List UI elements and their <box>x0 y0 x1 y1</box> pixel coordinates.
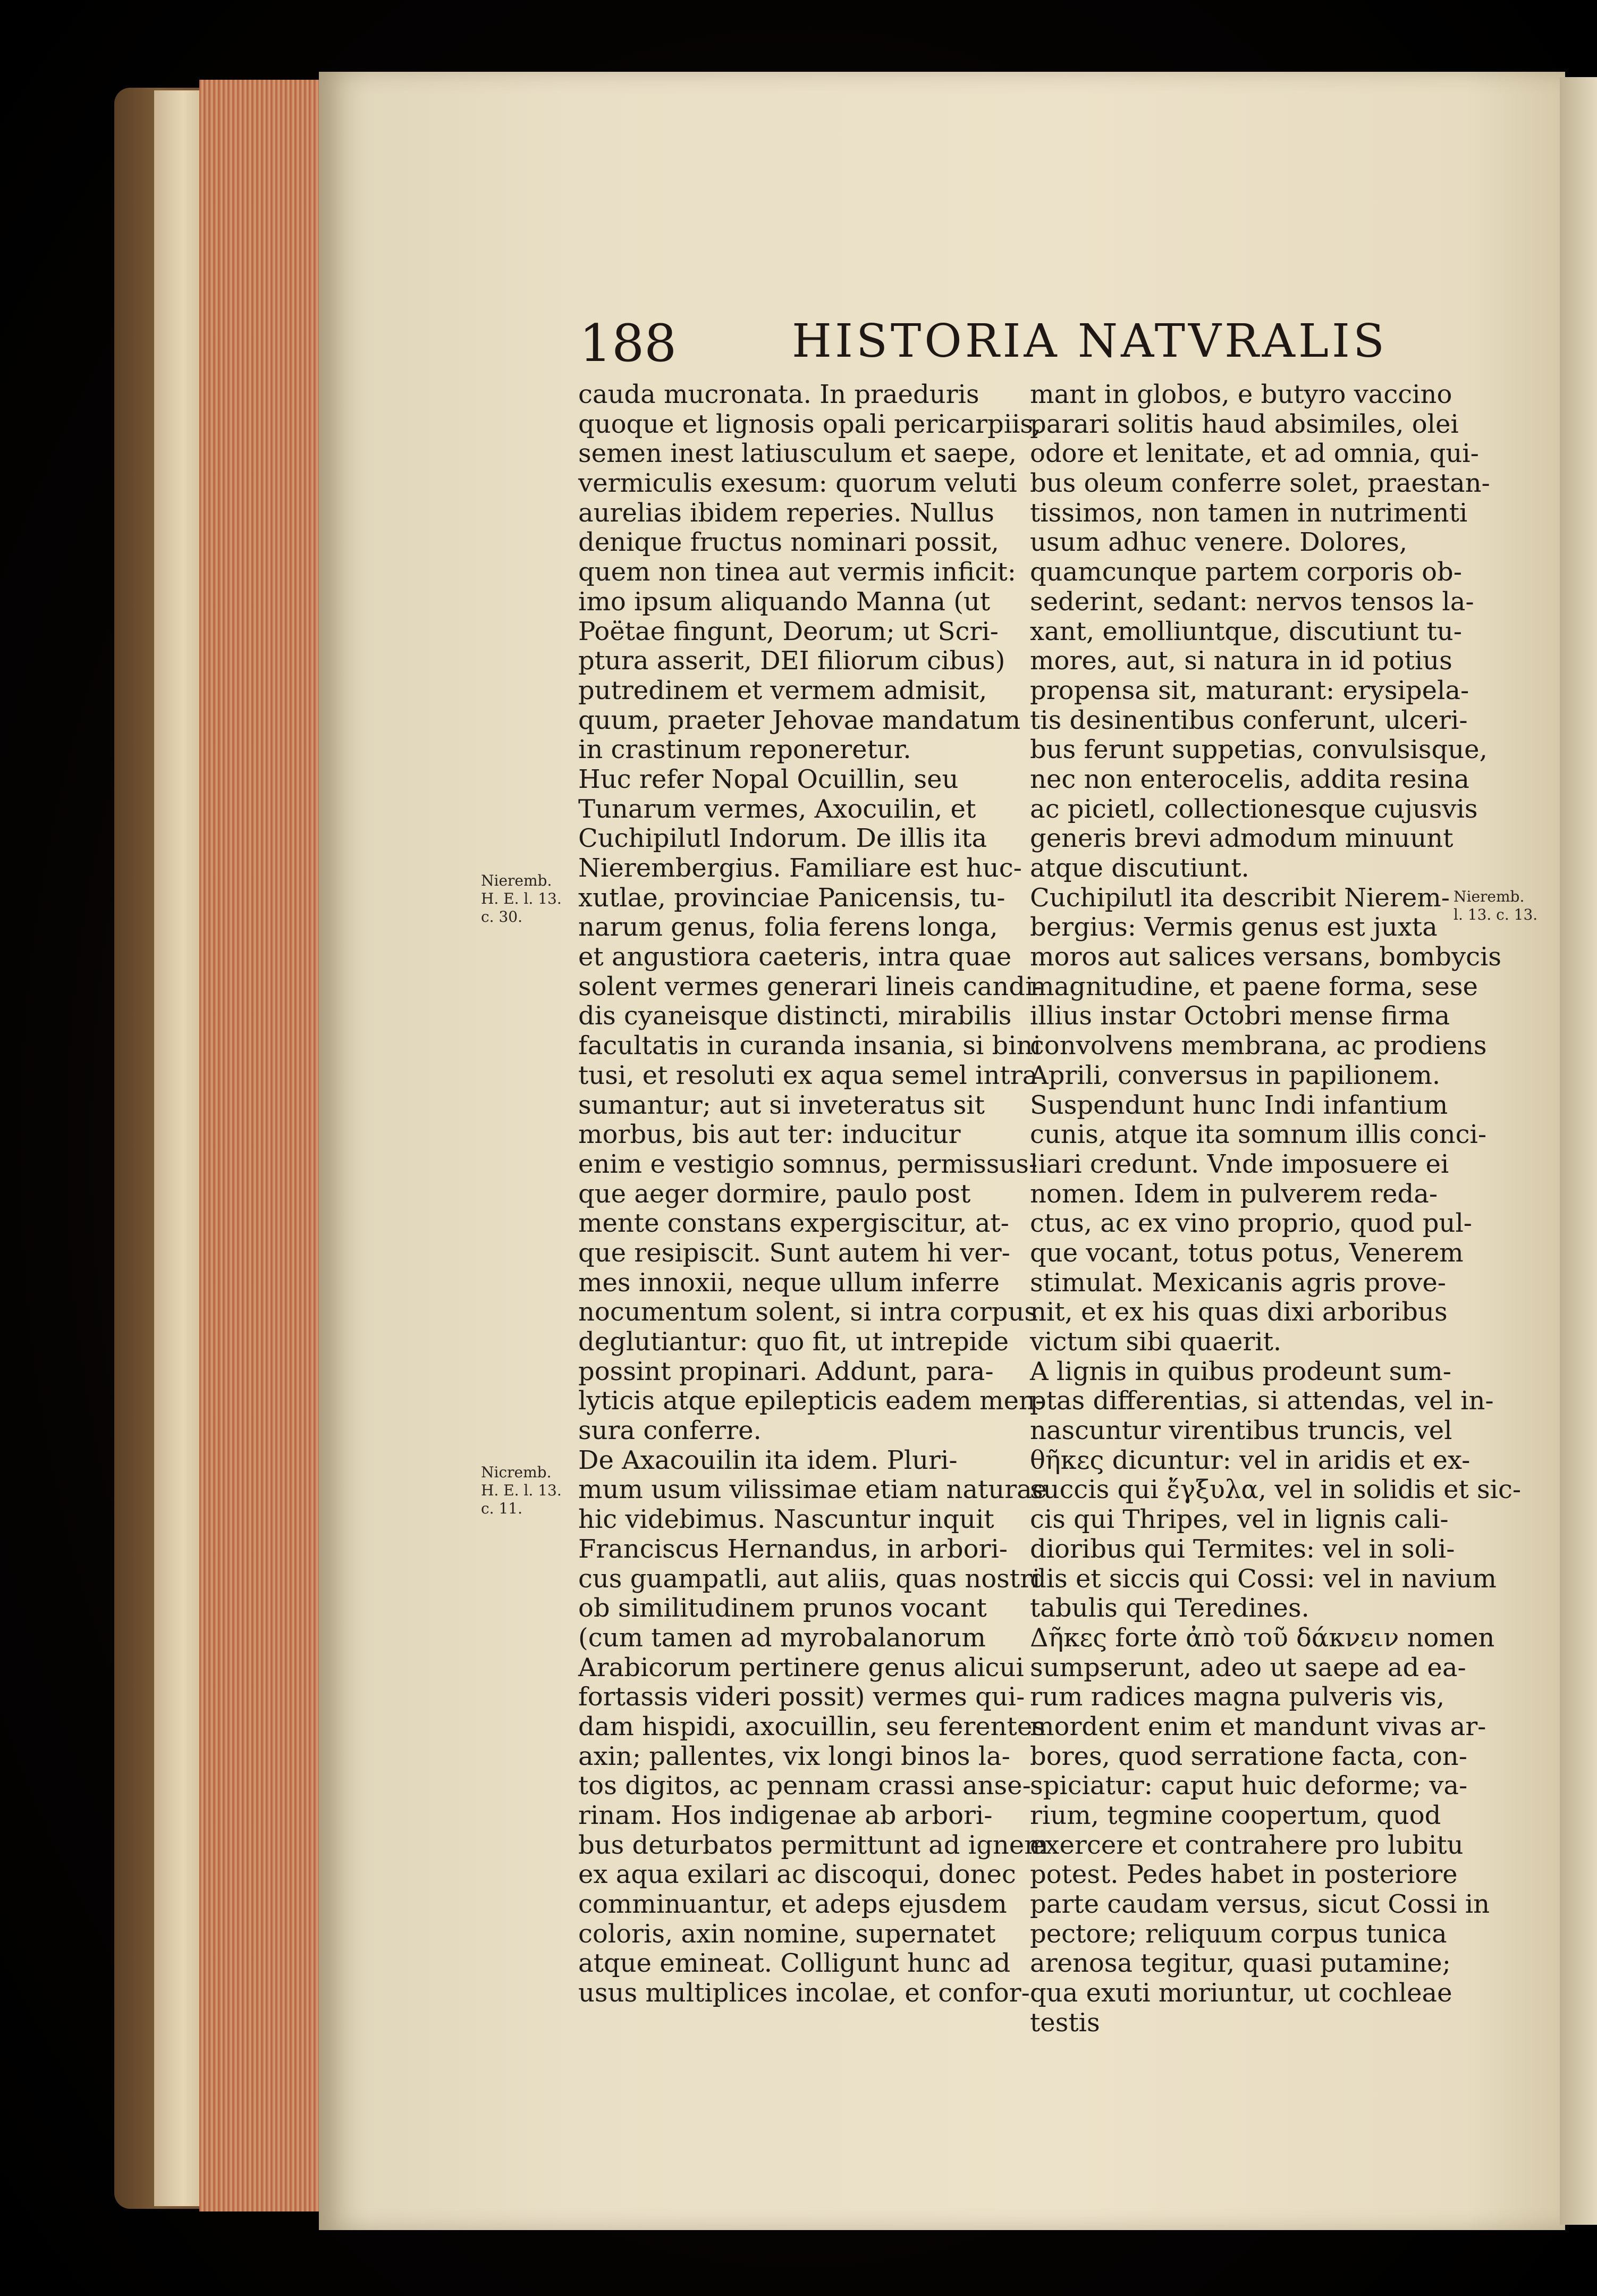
text-line: bus deturbatos permittunt ad ignem <box>578 1830 1049 1860</box>
text-line: moros aut salices versans, bombycis <box>1030 942 1501 972</box>
text-line: facultatis in curanda insania, si bini <box>578 1031 1041 1061</box>
text-line: generis brevi admodum minuunt <box>1030 823 1454 854</box>
text-line: mum usum vilissimae etiam naturae <box>578 1475 1047 1505</box>
text-line: comminuantur, et adeps ejusdem <box>578 1889 1007 1920</box>
text-line: H. E. l. 13. <box>481 890 562 907</box>
text-line: ptura asserit, DEI filiorum cibus) <box>578 646 1005 676</box>
text-line: quum, praeter Jehovae mandatum <box>578 705 1021 735</box>
text-line: narum genus, folia ferens longa, <box>578 912 998 943</box>
text-line: tis desinentibus conferunt, ulceri- <box>1030 705 1468 735</box>
text-line: que resipiscit. Sunt autem hi ver- <box>578 1238 1010 1268</box>
text-line: tos digitos, ac pennam crassi anse- <box>578 1771 1031 1801</box>
text-line: quamcunque partem corporis ob- <box>1030 557 1462 587</box>
text-line: mente constans expergiscitur, at- <box>578 1208 1009 1239</box>
text-line: vermiculis exesum: quorum veluti <box>578 468 1017 499</box>
text-line: Poëtae fingunt, Deorum; ut Scri- <box>578 616 999 646</box>
text-line: bergius: Vermis genus est juxta <box>1030 912 1438 943</box>
text-line: deglutiantur: quo fit, ut intrepide <box>578 1327 1009 1357</box>
text-line: dis et siccis qui Cossi: vel in navium <box>1030 1563 1497 1594</box>
text-line: c. 30. <box>481 908 523 926</box>
text-line: mordent enim et mandunt vivas ar- <box>1030 1711 1486 1742</box>
text-line: succis qui ἔγξυλα, vel in solidis et sic- <box>1030 1475 1522 1505</box>
text-line: Nicremb. <box>481 1464 552 1481</box>
text-line: potest. Pedes habet in posteriore <box>1030 1860 1458 1890</box>
text-line: (cum tamen ad myrobalanorum <box>578 1622 986 1653</box>
text-line: que aeger dormire, paulo post <box>578 1179 971 1209</box>
text-line: cus guampatli, aut aliis, quas nostri <box>578 1563 1041 1594</box>
text-line: lyticis atque epilepticis eadem men- <box>578 1386 1044 1416</box>
text-line: axin; pallentes, vix longi binos la- <box>578 1741 1010 1771</box>
text-line: Nierembergius. Familiare est huc- <box>578 853 1022 883</box>
text-line: Cuchipilutl ita describit Nierem- <box>1030 882 1450 913</box>
text-line: Cuchipilutl Indorum. De illis ita <box>578 823 987 854</box>
text-line: spiciatur: caput huic deforme; va- <box>1030 1771 1468 1801</box>
left-text-column <box>578 380 1049 2008</box>
margin-note-left-1 <box>481 872 562 926</box>
text-line: convolvens membrana, ac prodiens <box>1030 1031 1487 1061</box>
text-line: Huc refer Nopal Ocuillin, seu <box>578 764 959 794</box>
text-line: De Axacouilin ita idem. Pluri- <box>578 1445 958 1475</box>
book-board <box>154 90 202 2206</box>
text-line: parte caudam versus, sicut Cossi in <box>1030 1889 1490 1920</box>
text-line: imo ipsum aliquando Manna (ut <box>578 586 991 617</box>
margin-note-left-2 <box>481 1464 562 1518</box>
text-line: nit, et ex his quas dixi arboribus <box>1030 1297 1448 1327</box>
text-line: putredinem et vermem admisit, <box>578 675 987 705</box>
text-line: nocumentum solent, si intra corpus <box>578 1297 1038 1327</box>
text-line: denique fructus nominari possit, <box>578 527 999 558</box>
text-line: sumantur; aut si inveteratus sit <box>578 1090 985 1120</box>
text-line: dioribus qui Termites: vel in soli- <box>1030 1534 1455 1564</box>
text-line: usum adhuc venere. Dolores, <box>1030 527 1408 558</box>
text-line: Tunarum vermes, Axocuilin, et <box>578 794 976 824</box>
text-line: aurelias ibidem reperies. Nullus <box>578 498 994 528</box>
text-line: c. 11. <box>481 1500 523 1517</box>
text-line: Arabicorum pertinere genus alicui <box>578 1652 1024 1683</box>
running-head <box>579 303 1388 377</box>
text-line: possint propinari. Addunt, para- <box>578 1356 994 1386</box>
text-line: quoque et lignosis opali pericarpiis, <box>578 409 1042 439</box>
text-line: rinam. Hos indigenae ab arbori- <box>578 1801 993 1830</box>
text-line: victum sibi quaerit. <box>1030 1327 1282 1357</box>
text-line: dis cyaneisque distincti, mirabilis <box>578 1001 1012 1031</box>
text-line: rium, tegmine coopertum, quod <box>1030 1801 1441 1830</box>
text-line: sederint, sedant: nervos tensos la- <box>1030 586 1474 617</box>
text-line: cis qui Thripes, vel in lignis cali- <box>1030 1504 1449 1535</box>
text-line: l. 13. c. 13. <box>1454 906 1538 923</box>
text-line: atque emineat. Colligunt hunc ad <box>578 1948 1011 1979</box>
text-line: propensa sit, maturant: erysipela- <box>1030 675 1469 705</box>
text-line: fortassis videri possit) vermes qui- <box>578 1682 1025 1712</box>
text-line: ac picietl, collectionesque cujusvis <box>1030 794 1478 824</box>
text-line: xutlae, provinciae Panicensis, tu- <box>578 882 1005 913</box>
text-line: parari solitis haud absimiles, olei <box>1030 409 1459 439</box>
text-line: dam hispidi, axocuillin, seu ferentes <box>578 1711 1045 1742</box>
text-line: tabulis qui Teredines. <box>1030 1593 1309 1624</box>
text-line: tissimos, non tamen in nutrimenti <box>1030 498 1468 528</box>
text-line: H. E. l. 13. <box>481 1482 562 1499</box>
text-line: cunis, atque ita somnum illis conci- <box>1030 1120 1487 1150</box>
text-line: ctus, ac ex vino proprio, quod pul- <box>1030 1208 1473 1239</box>
text-line: coloris, axin nomine, supernatet <box>578 1919 996 1949</box>
text-line: magnitudine, et paene forma, sese <box>1030 971 1478 1002</box>
text-line: ob similitudinem prunos vocant <box>578 1593 987 1624</box>
text-line: semen inest latiusculum et saepe, <box>578 439 1017 469</box>
text-line: sura conferre. <box>578 1416 762 1446</box>
facing-page-edge <box>1560 77 1597 2225</box>
text-line: bores, quod serratione facta, con- <box>1030 1741 1467 1771</box>
text-line: Nieremb. <box>1454 888 1525 905</box>
text-line: et angustiora caeteris, intra quae <box>578 942 1012 972</box>
text-line: sumpserunt, adeo ut saepe ad ea- <box>1030 1652 1466 1683</box>
text-line: nascuntur virentibus truncis, vel <box>1030 1416 1452 1446</box>
text-line: usus multiplices incolae, et confor- <box>578 1978 1030 2008</box>
text-line: θῆκες dicuntur: vel in aridis et ex- <box>1030 1445 1471 1475</box>
text-line: Nieremb. <box>481 872 552 889</box>
text-line: hic videbimus. Nascuntur inquit <box>578 1504 994 1535</box>
text-line: que vocant, totus potus, Venerem <box>1030 1238 1464 1268</box>
text-line: ex aqua exilari ac discoqui, donec <box>578 1860 1016 1890</box>
text-line: qua exuti moriuntur, ut cochleae <box>1030 1978 1452 2008</box>
text-line: cauda mucronata. In praeduris <box>578 380 979 409</box>
text-line: arenosa tegitur, quasi putamine; <box>1030 1948 1451 1979</box>
text-line: A lignis in quibus prodeunt sum- <box>1030 1356 1451 1386</box>
text-line: nec non enterocelis, addita resina <box>1030 764 1469 794</box>
text-line: exercere et contrahere pro lubitu <box>1030 1830 1464 1860</box>
text-line: enim e vestigio somnus, permissus- <box>578 1149 1038 1179</box>
text-line: bus ferunt suppetias, convulsisque, <box>1030 735 1488 765</box>
text-line: ptas differentias, si attendas, vel in- <box>1030 1386 1494 1416</box>
text-line: testis <box>1030 2007 1100 2038</box>
margin-note-right-1 <box>1454 888 1537 924</box>
text-line: mant in globos, e butyro vaccino <box>1030 380 1452 409</box>
running-title: HISTORIA NATVRALIS <box>792 315 1388 368</box>
text-line: illius instar Octobri mense firma <box>1030 1001 1450 1031</box>
text-line: tusi, et resoluti ex aqua semel intra <box>578 1060 1038 1090</box>
text-line: pectore; reliquum corpus tunica <box>1030 1919 1447 1949</box>
text-line: Aprili, conversus in papilionem. <box>1030 1060 1441 1090</box>
text-line: bus oleum conferre solet, praestan- <box>1030 468 1490 499</box>
text-line: mores, aut, si natura in id potius <box>1030 646 1452 676</box>
text-line: rum radices magna pulveris vis, <box>1030 1682 1445 1712</box>
page-number: 188 <box>579 314 677 373</box>
text-line: solent vermes generari lineis candi- <box>578 971 1042 1002</box>
text-line: quem non tinea aut vermis inficit: <box>578 557 1016 587</box>
text-line: stimulat. Mexicanis agris prove- <box>1030 1267 1446 1298</box>
text-line: morbus, bis aut ter: inducitur <box>578 1120 961 1150</box>
text-line: liari credunt. Vnde imposuere ei <box>1030 1149 1449 1179</box>
text-line: Franciscus Hernandus, in arbori- <box>578 1534 1008 1564</box>
page-edges <box>199 80 322 2211</box>
text-line: xant, emolliuntque, discutiunt tu- <box>1030 616 1462 646</box>
text-line: Suspendunt hunc Indi infantium <box>1030 1090 1448 1120</box>
text-line: atque discutiunt. <box>1030 853 1249 883</box>
text-line: mes innoxii, neque ullum inferre <box>578 1267 1000 1298</box>
text-line: in crastinum reponeretur. <box>578 735 911 765</box>
text-line: nomen. Idem in pulverem reda- <box>1030 1179 1438 1209</box>
text-line: odore et lenitate, et ad omnia, qui- <box>1030 439 1479 469</box>
text-line: Δῆκες forte ἀπὸ τοῦ δάκνειν nomen <box>1030 1622 1495 1653</box>
